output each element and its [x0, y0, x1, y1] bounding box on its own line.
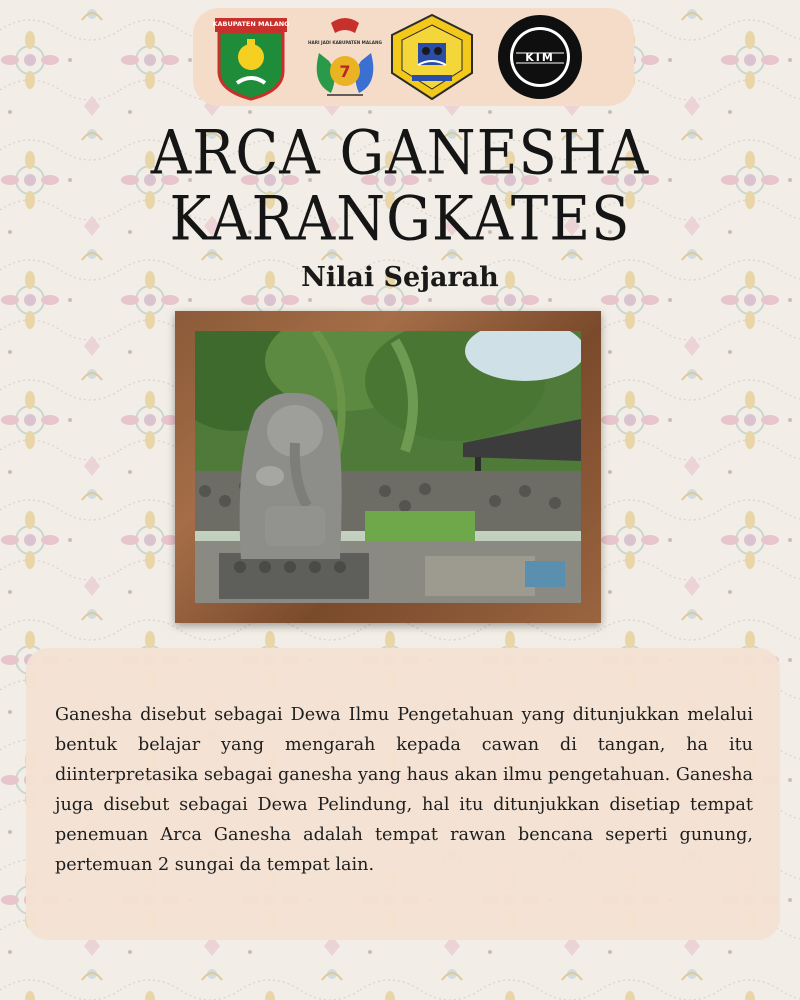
ganesha-statue-photo	[195, 331, 581, 603]
hari-jadi-kabupaten-malang-emblem-icon	[301, 13, 389, 101]
description-box	[26, 648, 780, 940]
logo-text: KABUPATEN MALANG	[212, 20, 290, 28]
desa-karangkates-seal-icon	[388, 13, 476, 101]
description-text: Ganesha disebut sebagai Dewa Ilmu Pengetahuan yang ditunjukkan melalui bentuk belajar yang mengarah kepada cawan di tangan, ha itu diinterpretasika sebagai ganesha yang haus akan ilmu pengetahuan. Ganesha juga disebut sebagai Dewa Pelindung, hal itu ditunjukkan disetiap tempat penemuan Arca Ganesha adalah tempat rawan bencana seperti gunung, pertemuan 2 sungai da tempat lain.	[55, 705, 753, 875]
kim-karangkates-badge-icon	[496, 13, 584, 101]
kabupaten-malang-shield-icon	[207, 13, 295, 101]
logo-bar	[193, 8, 634, 106]
logo-text: HARI JADI KABUPATEN MALANG	[308, 40, 382, 45]
page-title-line-1: ARCA GANESHA	[150, 118, 650, 189]
logo-text: KIM	[525, 51, 555, 64]
page-subtitle: Nilai Sejarah	[301, 262, 499, 293]
page-title-line-2: KARANGKATES	[169, 184, 631, 255]
picture-frame	[175, 311, 601, 623]
svg-text:7: 7	[339, 62, 351, 81]
